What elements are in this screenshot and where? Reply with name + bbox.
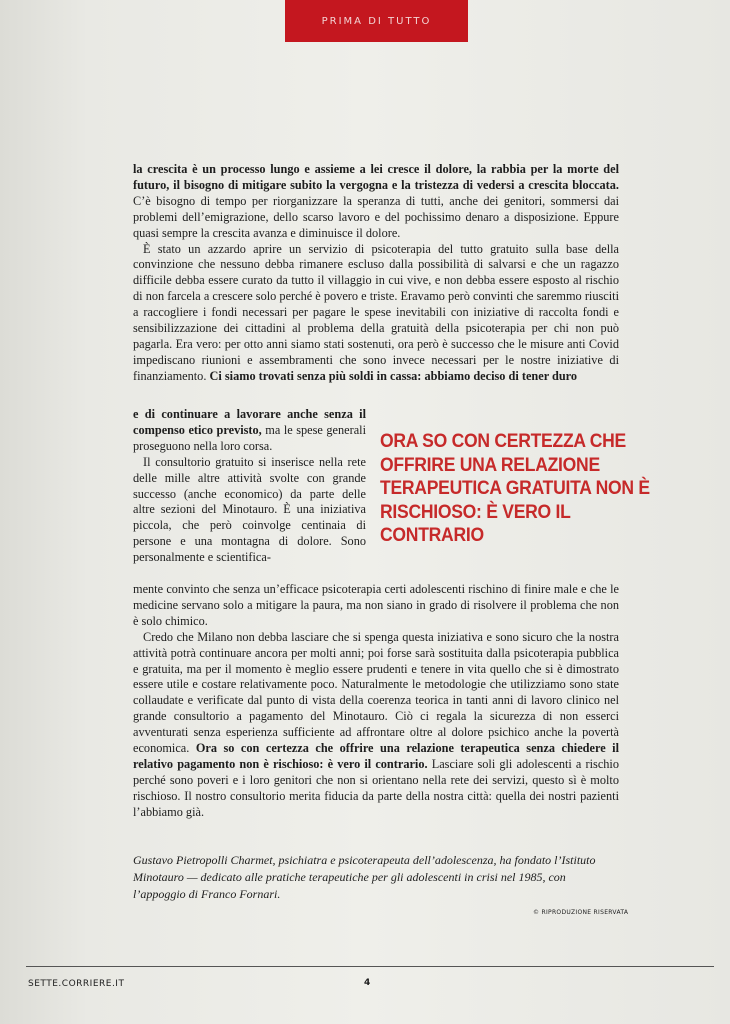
paragraph-6-bold: Ora so con certezza che offrire una relazione terapeutica senza chiedere il relativo pagamento non è rischioso: è vero il contrario. bbox=[133, 741, 619, 771]
paragraph-6-text-end: Lasciare soli gli adolescenti a rischio perché sono poveri e i loro genitori che non si orientano nella rete dei servizi, questo sì è molto rischioso. Il nostro consultorio merita fiducia da parte della nostra città: quella dei nostri pazienti l’abbiamo già. bbox=[133, 756, 619, 819]
article-body-top bbox=[133, 162, 619, 385]
paragraph-4-text: Il consultorio gratuito si inserisce nella rete delle mille altre attività svolte con grande successo (anche economico) da parte delle altre sezioni del Minotauro. È una iniziativa piccola, che però coinvolge centinaia di persone e una montagna di dolore. Sono personalmente e scientifica- bbox=[133, 454, 366, 565]
paragraph-5 bbox=[133, 582, 619, 630]
paragraph-1-text: C’è bisogno di tempo per riorganizzare la speranza di tutti, anche dei genitori, sommersi dai problemi dell’emigrazione, dello scarso lavoro e del pochissimo denaro a disposizione. Eppure quasi sempre la crescita avanza e diminuisce il dolore. bbox=[133, 193, 619, 240]
paragraph-6-text: Credo che Milano non debba lasciare che si spenga questa iniziativa e sono sicuro che la nostra attività potrà continuare ancora per molti anni; poi forse sarà sostituita dalla psicoterapia pubblica e gratuita, ma per il momento è meglio essere prudenti e tenere in vita quello che si è dimostrato essere utile e costare relativamente poco. Naturalmente le metodologie che utilizziamo sono state collaudate e verificate dal punto di vista della coerenza teorica in tanti anni di lavoro clinico nel grande consultorio a pagamento del Minotauro. Ciò ci regala la sicurezza di non esserci avventurati senza esperienza sufficiente ad affrontare oltre al dolore psichico anche la povertà economica. bbox=[133, 629, 619, 756]
paragraph-1-bold: la crescita è un processo lungo e assieme a lei cresce il dolore, la rabbia per la morte del futuro, il bisogno di mitigare subito la vergogna e la tristezza di vedersi a crescita bloccata. bbox=[133, 162, 619, 192]
paragraph-1 bbox=[133, 162, 619, 242]
article-body-bottom bbox=[133, 582, 619, 821]
paragraph-2-bold: Ci siamo trovati senza più soldi in cassa: abbiamo deciso di tener duro bbox=[206, 368, 578, 383]
section-label: PRIMA DI TUTTO bbox=[321, 15, 432, 27]
paragraph-2-text: È stato un azzardo aprire un servizio di psicoterapia del tutto gratuito sulla base della convinzione che nessuno debba rimanere escluso dalla possibilità di salvarsi e che un ragazzo difficile debba essere curato da tutto il villaggio in cui vive, e non debba essere esposto al rischio di non farcela a crescere solo perché è povero e triste. Eravamo però convinti che saremmo riusciti a raccogliere i fondi necessari per pagare le spese inevitabili con iniziative di raccolta fondi e sensibilizzazione dei cittadini al problema della gratuità della psicoterapia per chi non può pagarla. Era vero: per otto anni siamo stati sostenuti, ora però è successo che le misure anti Covid impediscano riunioni e assembramenti che sono invece necessari per le nostre iniziative di finanziamento. bbox=[133, 241, 619, 383]
paragraph-2 bbox=[133, 242, 619, 385]
paragraph-3-text: ma le spese generali proseguono nella loro corsa. bbox=[133, 422, 366, 453]
paragraph-3-bold: e di continuare a lavorare anche senza il compenso etico previsto, bbox=[133, 407, 366, 437]
paragraph-3 bbox=[133, 407, 366, 455]
footer-divider bbox=[26, 966, 714, 967]
paragraph-6 bbox=[133, 630, 619, 821]
paragraph-5-text: mente convinto che senza un’efficace psicoterapia certi adolescenti rischino di finire male e che le medicine servano solo a mitigare la paura, ma non siano in grado di risolvere il problema che non è solo chimico. bbox=[133, 582, 619, 628]
article-body-narrow bbox=[133, 407, 366, 566]
copyright-notice: © RIPRODUZIONE RISERVATA bbox=[533, 909, 629, 916]
section-header-tab bbox=[285, 0, 468, 42]
author-bio: Gustavo Pietropolli Charmet, psichiatra e psicoterapeuta dell’adolescenza, ha fondato l’Istituto Minotauro — dedicato alle pratiche terapeutiche per gli adolescenti in crisi nel 1985, con l’appoggio di Franco Fornari. bbox=[133, 853, 596, 901]
footer-site-url: SETTE.CORRIERE.IT bbox=[28, 979, 125, 989]
page-number: 4 bbox=[364, 978, 371, 988]
pull-quote: ORA SO CON CERTEZZA CHE OFFRIRE UNA RELAZIONE TERAPEUTICA GRATUITA NON È RISCHIOSO: È VERO IL CONTRARIO bbox=[380, 430, 650, 546]
paragraph-4 bbox=[133, 455, 366, 566]
